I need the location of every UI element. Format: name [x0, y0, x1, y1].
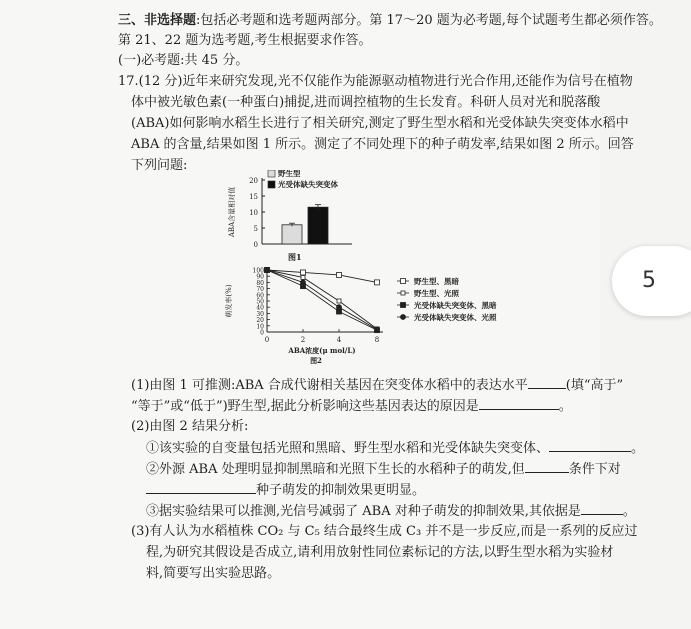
- fig2-legend-label: 光受体缺失突变体、光照: [414, 313, 497, 322]
- subquestion-2-item1: [146, 439, 644, 457]
- fig2-x-tick-label: 4: [336, 336, 342, 344]
- subquestion-1-line2: [131, 397, 572, 415]
- page-number-badge[interactable]: [612, 246, 691, 316]
- question-17-line4: ABA 的含量,结果如图 1 所示。测定了不同处理下的种子萌发率,结果如图 2 所示。回答: [131, 137, 634, 152]
- fig1-y-tick-label: 0: [253, 241, 258, 249]
- fig2-x-tick-label: 8: [374, 336, 380, 344]
- fig2-x-axis-label: ABA浓度(μ mol/L): [288, 346, 356, 355]
- subquestion-2-heading: (2)由图 2 结果分析:: [131, 419, 249, 434]
- fig2-y-tick-label: 20: [256, 317, 264, 325]
- fig2-data-point: [375, 280, 380, 285]
- fig2-data-point: [265, 268, 270, 273]
- fig2-y-tick-label: 90: [256, 273, 264, 281]
- fig2-legend-marker: [401, 315, 406, 320]
- fig1-y-axis-label: ABA含量相对值: [228, 186, 236, 238]
- fig1-legend-swatch: [268, 181, 275, 188]
- fig2-data-point: [301, 270, 306, 275]
- fig1-legend-label: 野生型: [278, 170, 301, 178]
- subquestion-3-line3: 料,简要写出实验思路。: [146, 566, 281, 581]
- fig2-data-point: [337, 272, 342, 277]
- fig1-bar: [282, 225, 302, 244]
- fig2-y-tick-label: 50: [256, 298, 264, 306]
- subquestion-2-item2-line2: [146, 481, 425, 499]
- answer-blank-4[interactable]: [525, 460, 569, 473]
- fig2-y-tick-label: 10: [256, 323, 264, 331]
- fig2-y-tick-label: 30: [256, 310, 264, 318]
- figure-1-bar-chart: [220, 170, 400, 265]
- fig2-x-tick-label: 2: [300, 336, 306, 344]
- fig2-legend-label: 野生型、黑暗: [414, 277, 459, 286]
- subquestion-2-item2-text: ②外源 ABA 处理明显抑制黑暗和光照下生长的水稻种子的萌发,但: [146, 462, 525, 477]
- question-17-line1: 17.(12 分)近年来研究发现,光不仅能作为能源驱动植物进行光合作用,还能作为信号在植物: [118, 74, 633, 89]
- subquestion-2-item3-text: ③据实验结果可以推测,光信号减弱了 ABA 对种子萌发的抑制效果,其依据是: [146, 504, 581, 519]
- fig2-data-point: [337, 299, 341, 303]
- fig2-data-point: [301, 275, 305, 279]
- fig2-title: 图2: [310, 356, 322, 365]
- subquestion-2-item2: [146, 460, 621, 478]
- page-number: 5: [642, 268, 656, 293]
- fig1-y-tick-label: 10: [249, 209, 258, 217]
- fig2-legend-label: 光受体缺失突变体、黑暗: [414, 301, 497, 310]
- question-17-line5: 下列问题:: [131, 158, 188, 173]
- fig2-y-axis-label: 萌发率(%): [225, 284, 233, 318]
- subquestion-1-text: (1)由图 1 可推测:ABA 合成代谢相关基因在突变体水稻中的表达水平: [131, 378, 528, 393]
- subquestion-1-text2: “等于”或“低于”)野生型,据此分析影响这些基因表达的原因是: [131, 399, 479, 414]
- subquestion-3-line1: (3)有人认为水稻植株 CO₂ 与 C₅ 结合最终生成 C₃ 并不是一步反应,而是一系列的反应过: [131, 524, 638, 539]
- section-desc-line2: 第 21、22 题为选考题,考生根据要求作答。: [118, 33, 372, 48]
- subquestion-2-item2-end: 种子萌发的抑制效果更明显。: [256, 483, 426, 498]
- answer-blank-3[interactable]: [549, 439, 631, 452]
- fig2-legend-marker: [401, 291, 405, 295]
- section-header: [118, 12, 662, 29]
- fig2-y-tick-label: 0: [260, 329, 264, 337]
- fig1-y-tick-label: 5: [253, 225, 258, 233]
- fig2-legend-marker: [401, 279, 406, 284]
- fig1-bar: [308, 207, 328, 244]
- fig1-y-tick-label: 20: [249, 177, 258, 185]
- subquestion-3-line2: 程,为研究其假设是否成立,请利用放射性同位素标记的方法,以野生型水稻为实验材: [146, 545, 614, 560]
- answer-blank-6[interactable]: [581, 502, 623, 515]
- subquestion-2-item3-end: 。: [622, 504, 636, 519]
- subquestion-2-item1-text: ①该实验的自变量包括光照和黑暗、野生型水稻和光受体缺失突变体、: [146, 441, 550, 456]
- question-17-line3: (ABA)如何影响水稻生长进行了相关研究,测定了野生型水稻和光受体缺失突变体水稻中: [131, 116, 629, 131]
- required-section-heading: (一)必考题:共 45 分。: [118, 53, 249, 68]
- subquestion-2-item2-mid: 条件下对: [568, 462, 621, 477]
- subquestion-1-line1: [131, 376, 623, 394]
- fig1-legend-label: 光受体缺失突变体: [278, 180, 338, 189]
- fig2-y-tick-label: 80: [256, 279, 264, 287]
- fig1-legend-swatch: [268, 170, 275, 177]
- subquestion-1-hint: (填“高于”: [565, 378, 624, 393]
- fig1-y-tick-label: 15: [249, 193, 258, 201]
- fig2-legend-label: 野生型、光照: [414, 289, 459, 298]
- fig2-series-line: [267, 270, 377, 282]
- fig2-x-tick-label: 0: [264, 336, 270, 344]
- figure-2-line-chart: [215, 262, 535, 374]
- fig2-y-tick-label: 100: [252, 267, 264, 275]
- section-title: 三、非选择题: [118, 13, 197, 28]
- subquestion-2-item3: [146, 502, 636, 520]
- subquestion-1-end: 。: [558, 399, 572, 414]
- answer-blank-1[interactable]: [528, 376, 566, 389]
- fig2-data-point: [301, 280, 306, 285]
- answer-blank-2[interactable]: [479, 397, 559, 410]
- subquestion-2-item1-end: 。: [631, 441, 645, 456]
- fig2-legend-marker: [401, 303, 406, 308]
- section-desc: :包括必考题和选考题两部分。第 17～20 题为必考题,每个试题考生都必须作答。: [196, 13, 662, 28]
- fig2-y-tick-label: 60: [256, 292, 264, 300]
- answer-blank-5[interactable]: [146, 481, 256, 494]
- question-17-line2: 体中被光敏色素(一种蛋白)捕捉,进而调控植物的生长发育。科研人员对光和脱落酸: [131, 95, 601, 110]
- fig2-y-tick-label: 70: [256, 286, 264, 294]
- fig2-y-tick-label: 40: [256, 304, 264, 312]
- fig2-data-point: [375, 327, 380, 332]
- fig2-data-point: [337, 305, 342, 310]
- fig1-title: 图1: [288, 252, 302, 262]
